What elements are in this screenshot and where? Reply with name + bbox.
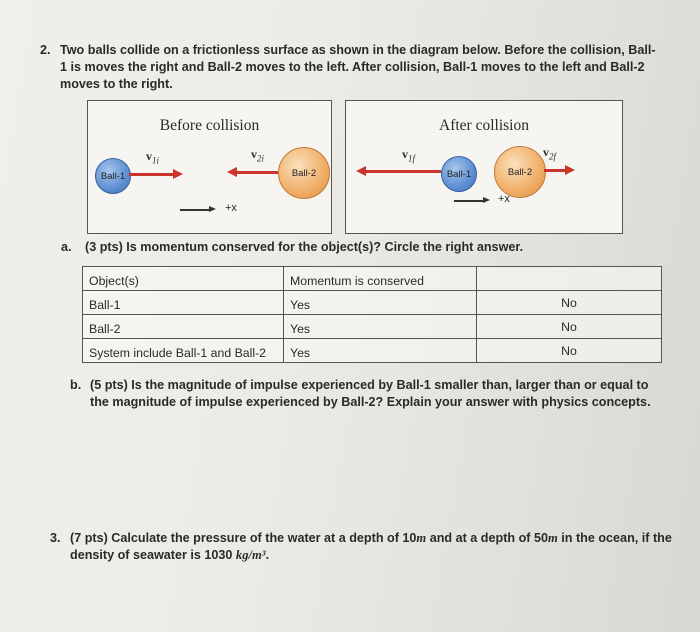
ball-2 [494, 146, 546, 198]
velocity-label-v1i: $v_{1i}$ [146, 149, 160, 166]
x-axis-arrow-icon [209, 206, 216, 212]
ball-1 [95, 158, 131, 194]
x-axis-arrow-icon [483, 197, 490, 203]
question-text: Two balls collide on a frictionless surface as shown in the diagram below. Before the collision, Ball-1 is moves the right and Ball-2 moves to the left. After collision, Ball-1 moves to the left and Ball-2 moves to the right. [60, 43, 656, 91]
answer-no[interactable]: No [477, 339, 662, 363]
question-number: 2. [40, 43, 51, 57]
question-3 [50, 530, 680, 564]
diagram-after-collision [345, 100, 623, 234]
header-cell: Momentum is conserved [284, 267, 477, 291]
ball-label: Ball-2 [507, 166, 533, 178]
part-label: b. [70, 378, 82, 392]
ball-2 [278, 147, 330, 199]
velocity-label-v2f: $v_{2f}$ [543, 145, 557, 162]
arrow-head-icon [565, 165, 575, 175]
part-text: (5 pts) Is the magnitude of impulse experienced by Ball-1 smaller than, larger than or equal to the magnitude of impulse experienced by Ball-2? Explain your answer with physics concepts. [90, 378, 651, 409]
question-number: 3. [50, 531, 61, 545]
table-row [83, 339, 662, 363]
diagram-title: Before collision [159, 117, 260, 134]
answer-yes[interactable]: Yes [284, 315, 477, 339]
object-cell: Ball-2 [83, 315, 284, 339]
velocity-label-v2i: $v_{2i}$ [251, 147, 265, 164]
velocity-arrow-ball1 [365, 170, 441, 173]
velocity-label-v1f: $v_{1f}$ [402, 147, 416, 164]
velocity-arrow-ball1 [129, 173, 175, 176]
x-axis-label: +x [225, 202, 237, 214]
part-b [70, 377, 670, 411]
ball-label: Ball-2 [291, 167, 317, 179]
table-header-row [83, 267, 662, 291]
momentum-table [82, 266, 662, 363]
question-2 [40, 42, 660, 93]
answer-no[interactable]: No [477, 315, 662, 339]
arrow-head-icon [173, 169, 183, 179]
ball-label: Ball-1 [100, 170, 126, 182]
answer-yes[interactable]: Yes [284, 339, 477, 363]
x-axis-line [180, 209, 210, 211]
x-axis-label: +x [498, 193, 510, 205]
object-cell: System include Ball-1 and Ball-2 [83, 339, 284, 363]
header-cell: Object(s) [83, 267, 284, 291]
part-a [61, 240, 523, 254]
velocity-arrow-ball2 [236, 171, 278, 174]
ball-label: Ball-1 [446, 168, 472, 180]
answer-no[interactable]: No [477, 291, 662, 315]
diagram-title: After collision [439, 117, 529, 134]
part-label: a. [61, 240, 72, 254]
table-row [83, 315, 662, 339]
x-axis-line [454, 200, 484, 202]
velocity-arrow-ball2 [544, 169, 566, 172]
table-row [83, 291, 662, 315]
diagram-before-collision [87, 100, 332, 234]
question-text: (7 pts) Calculate the pressure of the water at a depth of 10m and at a depth of 50m in the ocean, if the density of seawater is 1030 kg/m³. [70, 531, 672, 562]
header-cell [477, 267, 662, 291]
part-text: (3 pts) Is momentum conserved for the object(s)? Circle the right answer. [85, 240, 524, 254]
object-cell: Ball-1 [83, 291, 284, 315]
answer-yes[interactable]: Yes [284, 291, 477, 315]
ball-1 [441, 156, 477, 192]
